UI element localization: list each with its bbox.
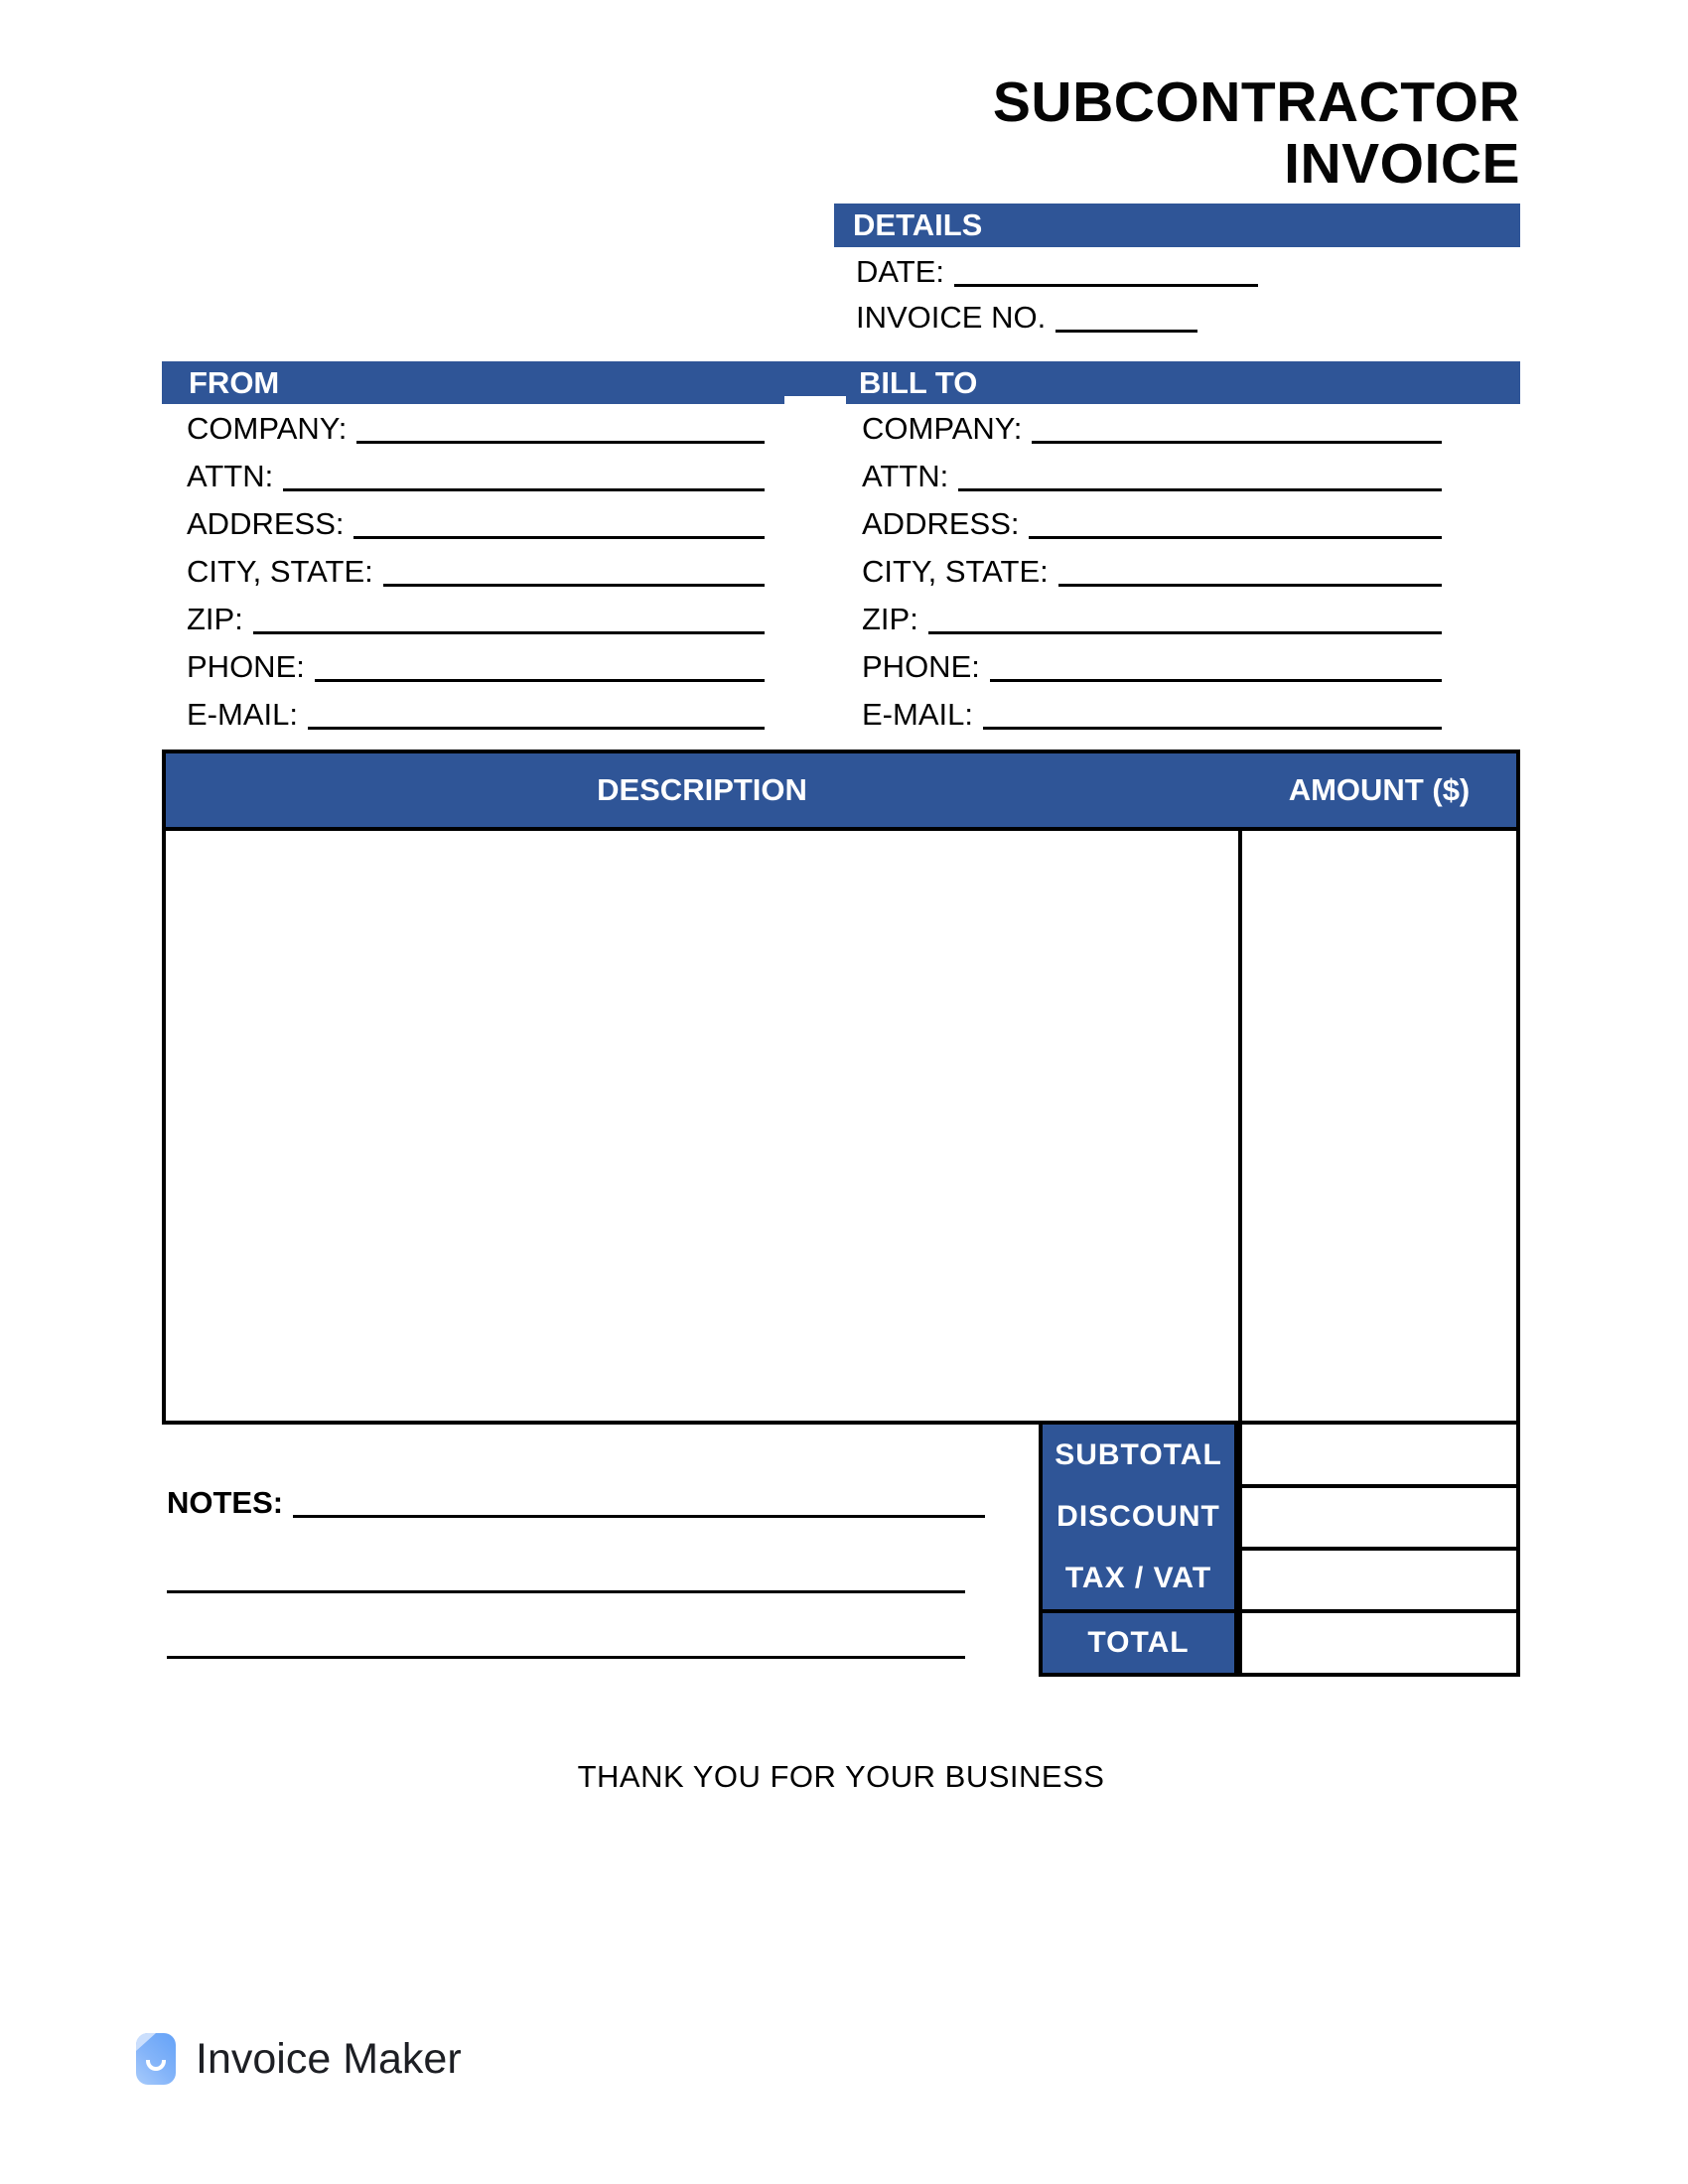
billto-zip-row xyxy=(862,598,1442,637)
billto-zip-label: ZIP: xyxy=(862,602,918,636)
total-label-block xyxy=(1039,1613,1238,1677)
discount-value-cell[interactable] xyxy=(1242,1488,1516,1551)
notes-input-line-3[interactable] xyxy=(167,1656,965,1659)
from-address-label: ADDRESS: xyxy=(187,506,345,541)
from-email-row xyxy=(187,693,765,733)
invoice-no-field-row xyxy=(856,296,1197,336)
from-attn-row xyxy=(187,455,765,494)
page-fold-corner xyxy=(136,2033,156,2051)
page-title xyxy=(993,71,1520,195)
totals-label-block xyxy=(1039,1421,1238,1613)
smile-arc xyxy=(146,2060,166,2071)
billto-email-row xyxy=(862,693,1442,733)
from-city-state-row xyxy=(187,550,765,590)
from-address-row xyxy=(187,502,765,542)
line-items-table xyxy=(162,750,1520,1425)
billto-email-input-line[interactable] xyxy=(983,700,1442,730)
line-items-table-header xyxy=(166,753,1516,831)
billto-email-label: E-MAIL: xyxy=(862,697,973,732)
billto-attn-label: ATTN: xyxy=(862,459,949,493)
billto-address-label: ADDRESS: xyxy=(862,506,1020,541)
invoice-no-label: INVOICE NO. xyxy=(856,300,1047,335)
total-label: TOTAL xyxy=(1087,1626,1190,1659)
billto-phone-input-line[interactable] xyxy=(990,652,1442,682)
tax-vat-value-cell[interactable] xyxy=(1242,1551,1516,1613)
notes-row xyxy=(167,1481,985,1521)
page-title-line2: INVOICE xyxy=(1284,132,1520,196)
description-entry-cell[interactable] xyxy=(166,831,1238,1421)
from-email-label: E-MAIL: xyxy=(187,697,298,732)
brand-name: Invoice Maker xyxy=(196,2034,462,2083)
invoice-maker-brand xyxy=(136,2031,462,2087)
from-email-input-line[interactable] xyxy=(308,700,765,730)
from-city-state-input-line[interactable] xyxy=(383,557,765,587)
notes-input-line-1[interactable] xyxy=(293,1488,985,1518)
from-zip-label: ZIP: xyxy=(187,602,243,636)
billto-city-state-label: CITY, STATE: xyxy=(862,554,1049,589)
from-company-row xyxy=(187,407,765,447)
tax-vat-label: TAX / VAT xyxy=(1064,1562,1212,1594)
billto-attn-row xyxy=(862,455,1442,494)
billto-company-input-line[interactable] xyxy=(1032,414,1442,444)
totals-value-column xyxy=(1238,1421,1520,1677)
from-billto-section-header xyxy=(162,361,1520,404)
billto-city-state-row xyxy=(862,550,1442,590)
from-attn-input-line[interactable] xyxy=(283,462,765,491)
details-section-header xyxy=(834,204,1520,247)
billto-phone-label: PHONE: xyxy=(862,649,980,684)
amount-column-header: AMOUNT ($) xyxy=(1288,772,1471,807)
from-phone-row xyxy=(187,645,765,685)
from-attn-label: ATTN: xyxy=(187,459,274,493)
billto-zip-input-line[interactable] xyxy=(928,605,1442,634)
from-address-input-line[interactable] xyxy=(353,509,765,539)
notes-input-line-2[interactable] xyxy=(167,1590,965,1593)
description-column-header: DESCRIPTION xyxy=(597,772,807,807)
billto-company-label: COMPANY: xyxy=(862,411,1023,446)
billto-header-label: BILL TO xyxy=(859,365,978,400)
details-header-label: DETAILS xyxy=(853,207,983,242)
total-value-cell[interactable] xyxy=(1242,1613,1516,1673)
from-zip-row xyxy=(187,598,765,637)
subtotal-label: SUBTOTAL xyxy=(1055,1438,1222,1471)
from-city-state-label: CITY, STATE: xyxy=(187,554,373,589)
billto-company-row xyxy=(862,407,1442,447)
from-header-label: FROM xyxy=(189,365,280,400)
date-label: DATE: xyxy=(856,254,944,289)
discount-label: DISCOUNT xyxy=(1056,1500,1220,1533)
from-zip-input-line[interactable] xyxy=(253,605,765,634)
from-company-input-line[interactable] xyxy=(356,414,765,444)
header-bar-notch xyxy=(784,396,846,404)
from-phone-label: PHONE: xyxy=(187,649,305,684)
date-field-row xyxy=(856,250,1258,290)
invoice-no-input-line[interactable] xyxy=(1055,303,1197,333)
billto-city-state-input-line[interactable] xyxy=(1058,557,1442,587)
billto-phone-row xyxy=(862,645,1442,685)
billto-attn-input-line[interactable] xyxy=(958,462,1442,491)
thank-you-message: THANK YOU FOR YOUR BUSINESS xyxy=(577,1759,1105,1794)
amount-entry-cell[interactable] xyxy=(1242,831,1516,1421)
date-input-line[interactable] xyxy=(954,257,1258,287)
notes-label: NOTES: xyxy=(167,1485,284,1520)
billto-address-row xyxy=(862,502,1442,542)
subtotal-value-cell[interactable] xyxy=(1242,1425,1516,1488)
from-phone-input-line[interactable] xyxy=(315,652,765,682)
billto-address-input-line[interactable] xyxy=(1029,509,1442,539)
page-title-line1: SUBCONTRACTOR xyxy=(992,70,1520,134)
smiling-document-icon xyxy=(136,2033,176,2085)
from-company-label: COMPANY: xyxy=(187,411,348,446)
